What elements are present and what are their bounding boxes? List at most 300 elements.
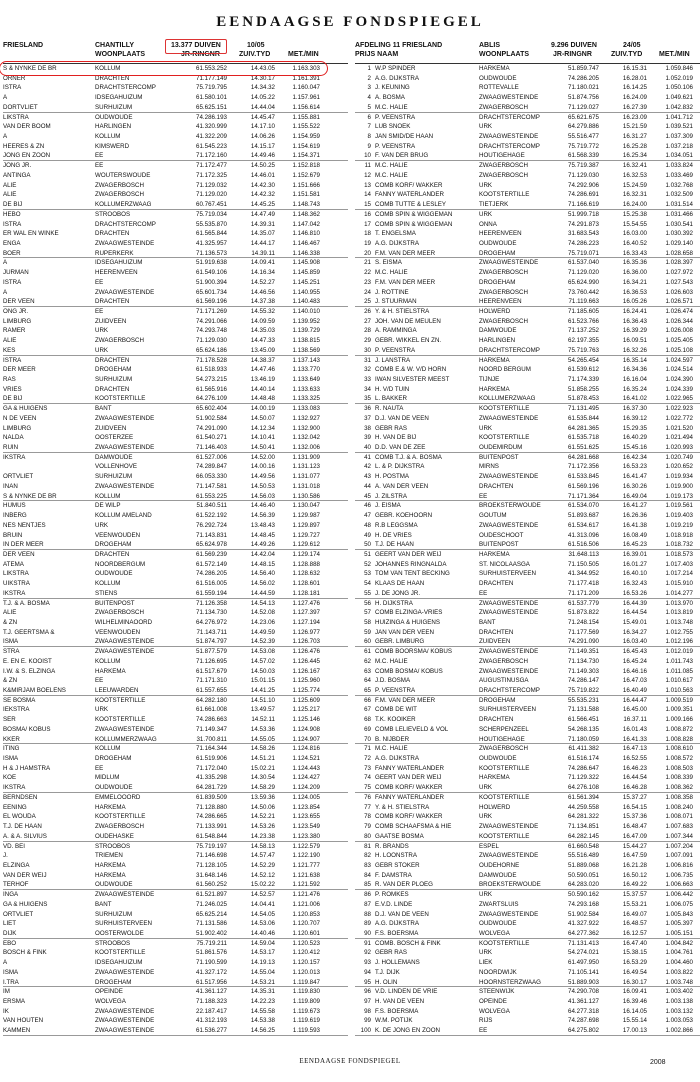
arrival-time: 15.53.21 bbox=[622, 900, 647, 908]
fancier-name: H & J HAMSTRA bbox=[3, 764, 51, 772]
place: STEENWIJK bbox=[479, 988, 515, 996]
table-row bbox=[355, 501, 700, 511]
arrival-time: 14.35.31 bbox=[250, 988, 275, 996]
speed: 1.132.042 bbox=[292, 434, 320, 442]
table-row bbox=[355, 453, 700, 463]
speed: 1.007.091 bbox=[665, 852, 693, 860]
place: URK bbox=[479, 210, 493, 218]
table-row bbox=[3, 229, 348, 239]
prize-number: 2 bbox=[367, 74, 371, 82]
table-row bbox=[355, 171, 700, 181]
ring-number: 74.290.708 bbox=[568, 988, 599, 996]
ring-number: 54.273.215 bbox=[196, 376, 227, 383]
arrival-time: 16.26.36 bbox=[622, 512, 647, 520]
speed: 1.129.174 bbox=[292, 550, 320, 558]
place: URK bbox=[479, 891, 493, 899]
place: ZWAAGWESTEINDE bbox=[479, 852, 539, 860]
ring-number: 71.171.269 bbox=[196, 307, 227, 315]
table-row bbox=[3, 987, 348, 997]
table-row bbox=[355, 404, 700, 414]
prize-number: 43 bbox=[364, 473, 371, 481]
ring-number: 65.601.734 bbox=[196, 288, 227, 296]
place: HARLINGEN bbox=[479, 337, 516, 345]
arrival-time: 14.41.25 bbox=[250, 687, 275, 694]
fancier-name: FANNY WATERLANDER bbox=[375, 764, 444, 772]
arrival-time: 14.46.56 bbox=[250, 288, 275, 296]
place: OOSTERZEE bbox=[95, 434, 134, 442]
fancier-name: GEBR RAS bbox=[375, 949, 407, 957]
arrival-time: 14.00.16 bbox=[250, 463, 275, 471]
ring-number: 61.519.906 bbox=[196, 755, 227, 763]
place: VOLLENHOVE bbox=[95, 463, 137, 471]
speed: 1.010.617 bbox=[665, 677, 693, 685]
arrival-time: 16.31.27 bbox=[622, 133, 647, 141]
prize-number: 81 bbox=[364, 842, 371, 850]
arrival-time: 16.09.51 bbox=[622, 337, 647, 345]
ring-number: 75.719.822 bbox=[568, 687, 599, 694]
place: DRACHTEN bbox=[479, 482, 514, 490]
table-row bbox=[3, 803, 348, 813]
table-row bbox=[3, 307, 348, 317]
left-header-speed: MET./MIN bbox=[288, 51, 319, 58]
left-header-ring: JR-RINGNR bbox=[181, 51, 220, 58]
place: ZWAAGWESTEINDE bbox=[95, 968, 155, 976]
speed: 1.123.655 bbox=[292, 813, 320, 821]
arrival-time: 16.46.28 bbox=[622, 784, 647, 792]
fancier-name: FANNY WATERLANDER bbox=[375, 191, 444, 199]
fancier-name: LIKSTRA bbox=[3, 113, 29, 121]
ring-number: 51.893.687 bbox=[568, 512, 599, 520]
place: ZWAAGWESTEINDE bbox=[479, 94, 539, 102]
table-row bbox=[355, 142, 700, 152]
ring-number: 61.516.506 bbox=[568, 541, 599, 549]
prize-number: 67 bbox=[364, 706, 371, 714]
prize-number: 90 bbox=[364, 929, 371, 937]
table-row bbox=[355, 492, 700, 502]
place: NOORDWIJK bbox=[479, 968, 517, 976]
speed: 1.128.632 bbox=[292, 570, 320, 578]
ring-number: 74.286.665 bbox=[196, 813, 227, 821]
right-header-prize-name: PRIJS NAAM bbox=[355, 51, 399, 58]
arrival-time: 16.53.29 bbox=[622, 959, 647, 967]
ring-number: 61.534.070 bbox=[568, 502, 599, 510]
place: DRACHTEN bbox=[479, 716, 514, 724]
arrival-time: 14.39.31 bbox=[250, 220, 275, 228]
speed: 1.128.601 bbox=[292, 580, 320, 588]
ring-number: 55.535.231 bbox=[568, 696, 599, 704]
ring-number: 74.286.205 bbox=[568, 74, 599, 82]
ring-number: 61.569.196 bbox=[568, 482, 599, 490]
place: ZWAAGWESTEINDE bbox=[95, 1017, 155, 1025]
ring-number: 64.281.365 bbox=[568, 424, 599, 432]
fancier-name: BRUIN bbox=[3, 531, 23, 539]
place: ZWAGERBOSCH bbox=[95, 337, 144, 345]
fancier-name: F.M. VAN DER MEER bbox=[375, 278, 436, 286]
arrival-time: 15.37.36 bbox=[622, 813, 647, 821]
arrival-time: 14.50.53 bbox=[250, 482, 275, 490]
fancier-name: H. VAN DE BIJ bbox=[375, 434, 417, 442]
ring-number: 64.275.802 bbox=[568, 1027, 599, 1035]
ring-number: 61.536.277 bbox=[196, 1027, 227, 1035]
speed: 1.003.822 bbox=[665, 968, 693, 976]
arrival-time: 16.25.28 bbox=[622, 142, 647, 150]
left-header-place: WOONPLAATS bbox=[95, 51, 146, 58]
place: ZWAAGWESTEINDE bbox=[479, 259, 539, 267]
place: STROOBOS bbox=[95, 210, 131, 218]
ring-number: 61.548.844 bbox=[196, 832, 227, 840]
table-row bbox=[355, 715, 700, 725]
prize-number: 84 bbox=[364, 871, 371, 879]
arrival-time: 16.39.46 bbox=[622, 998, 647, 1005]
prize-number: 8 bbox=[367, 133, 371, 141]
place: EE bbox=[95, 677, 104, 685]
prize-number: 14 bbox=[364, 191, 371, 199]
arrival-time: 14.56.40 bbox=[250, 570, 275, 578]
ring-number: 71.131.495 bbox=[568, 405, 599, 413]
fancier-name: H. VAN DE VEEN bbox=[375, 998, 425, 1005]
arrival-time: 16.30.17 bbox=[622, 978, 647, 986]
place: HARKEMA bbox=[479, 774, 510, 782]
ring-number: 61.411.382 bbox=[568, 745, 599, 753]
fancier-name: S. EISMA bbox=[375, 259, 402, 267]
speed: 1.027.972 bbox=[665, 269, 693, 277]
table-row bbox=[355, 676, 700, 686]
ring-number: 61.517.679 bbox=[196, 667, 227, 675]
speed: 1.157.961 bbox=[292, 94, 320, 102]
table-row bbox=[355, 181, 700, 191]
speed: 1.121.592 bbox=[292, 881, 320, 889]
arrival-time: 16.49.54 bbox=[622, 968, 647, 976]
fancier-name: M.C. HALIE bbox=[375, 103, 408, 111]
table-row bbox=[3, 550, 348, 560]
arrival-time: 15.37.57 bbox=[622, 891, 647, 899]
place: URK bbox=[95, 521, 109, 529]
speed: 1.022.965 bbox=[665, 395, 693, 403]
arrival-time: 16.54.15 bbox=[622, 803, 647, 811]
table-row bbox=[3, 200, 348, 210]
arrival-time: 16.01.43 bbox=[622, 725, 647, 733]
speed: 1.126.445 bbox=[292, 657, 320, 665]
arrival-time: 14.19.13 bbox=[250, 959, 275, 967]
arrival-time: 16.49.04 bbox=[622, 492, 647, 500]
arrival-time: 15.02.22 bbox=[250, 881, 275, 889]
prize-number: 76 bbox=[364, 793, 371, 801]
ring-number: 22.187.417 bbox=[196, 1007, 227, 1015]
place: WOLVEGA bbox=[479, 929, 510, 937]
fancier-name: VAN DER WEIJ bbox=[3, 871, 47, 879]
arrival-time: 13.45.09 bbox=[250, 346, 275, 354]
arrival-time: 14.53.38 bbox=[250, 1017, 275, 1025]
table-row bbox=[355, 1016, 700, 1026]
speed: 1.019.934 bbox=[665, 473, 693, 481]
table-row bbox=[3, 812, 348, 822]
ring-number: 61.661.008 bbox=[196, 706, 227, 714]
table-row bbox=[3, 375, 348, 385]
speed: 1.140.955 bbox=[292, 288, 320, 296]
ring-number: 71.149.351 bbox=[568, 648, 599, 656]
speed: 1.049.621 bbox=[665, 94, 693, 102]
arrival-time: 16.32.31 bbox=[622, 191, 647, 199]
place: KOOTSTERTILLE bbox=[479, 434, 530, 442]
speed: 1.161.391 bbox=[292, 74, 320, 82]
place: HARLINGEN bbox=[95, 123, 132, 131]
speed: 1.128.888 bbox=[292, 560, 320, 568]
fancier-name: T.K. KOOIKER bbox=[375, 716, 416, 724]
table-row bbox=[355, 1007, 700, 1017]
place: KOOTSTERTILLE bbox=[95, 716, 146, 724]
fancier-name: GA & HUIGENS bbox=[3, 900, 48, 908]
ring-number: 71.129.030 bbox=[196, 337, 227, 345]
table-row bbox=[355, 705, 700, 715]
table-row bbox=[3, 735, 348, 745]
ring-number: 74.286.205 bbox=[196, 570, 227, 578]
ring-number: 51.840.511 bbox=[196, 502, 227, 510]
arrival-time: 14.52.12 bbox=[250, 871, 275, 879]
table-row bbox=[355, 910, 700, 920]
prize-number: 34 bbox=[364, 385, 371, 393]
prize-number: 22 bbox=[364, 269, 371, 277]
speed: 1.050.106 bbox=[665, 84, 693, 92]
arrival-time: 14.47.49 bbox=[250, 210, 275, 218]
prize-number: 51 bbox=[364, 550, 371, 558]
arrival-time: 16.28.01 bbox=[622, 74, 647, 82]
ring-number: 75.719.763 bbox=[568, 346, 599, 354]
table-row bbox=[3, 793, 348, 803]
place: KOOTSTERTILLE bbox=[95, 395, 146, 403]
place: HOUTIGEHAGE bbox=[479, 735, 525, 743]
prize-number: 85 bbox=[364, 881, 371, 889]
table-row bbox=[355, 161, 700, 171]
table-row bbox=[3, 521, 348, 531]
speed: 1.029.140 bbox=[665, 239, 693, 247]
speed: 1.151.666 bbox=[292, 181, 320, 189]
speed: 1.059.846 bbox=[665, 65, 693, 72]
speed: 1.125.217 bbox=[292, 706, 320, 714]
fancier-name: P. VEENSTRA bbox=[375, 142, 416, 150]
prize-number: 55 bbox=[364, 589, 371, 597]
arrival-time: 16.49.22 bbox=[622, 881, 647, 889]
arrival-time: 16.25.34 bbox=[622, 152, 647, 160]
fancier-name: COMB LELIEVELD & VOL bbox=[375, 725, 449, 733]
speed: 1.121.006 bbox=[292, 900, 320, 908]
ring-number: 61.565.844 bbox=[196, 230, 227, 238]
place: ZWAAGWESTEINDE bbox=[479, 910, 539, 918]
arrival-time: 14.44.59 bbox=[250, 589, 275, 597]
ring-number: 44.259.558 bbox=[568, 803, 599, 811]
prize-number: 86 bbox=[364, 891, 371, 899]
arrival-time: 14.23.38 bbox=[250, 832, 275, 840]
speed: 1.139.729 bbox=[292, 327, 320, 335]
fancier-name: S & NYNKE DE BR bbox=[3, 492, 57, 500]
ring-number: 66.053.330 bbox=[196, 473, 227, 481]
place: ZWAGERBOSCH bbox=[479, 162, 528, 170]
speed: 1.003.402 bbox=[665, 988, 693, 996]
speed: 1.022.923 bbox=[665, 405, 693, 413]
speed: 1.131.123 bbox=[292, 463, 320, 471]
arrival-time: 16.27.39 bbox=[622, 103, 647, 111]
ring-number: 61.497.950 bbox=[568, 959, 599, 967]
fancier-name: ER WAL EN WINKE bbox=[3, 230, 59, 238]
table-row bbox=[3, 754, 348, 764]
prize-number: 63 bbox=[364, 667, 371, 675]
table-row bbox=[3, 900, 348, 910]
arrival-time: 15.01.15 bbox=[250, 677, 275, 685]
ring-number: 61.516.174 bbox=[568, 755, 599, 763]
speed: 1.129.727 bbox=[292, 531, 320, 539]
arrival-time: 16.48.47 bbox=[622, 823, 647, 831]
table-row bbox=[3, 608, 348, 618]
ring-number: 31.700.811 bbox=[196, 735, 227, 743]
speed: 1.123.380 bbox=[292, 832, 320, 840]
table-row bbox=[3, 326, 348, 336]
arrival-time: 14.10.41 bbox=[250, 434, 275, 442]
speed: 1.026.603 bbox=[665, 288, 693, 296]
ring-number: 51.874.756 bbox=[568, 94, 599, 102]
prize-number: 93 bbox=[364, 959, 371, 967]
speed: 1.022.772 bbox=[665, 414, 693, 422]
arrival-time: 16.33.43 bbox=[622, 249, 647, 257]
place: VEENWOUDEN bbox=[95, 531, 141, 539]
place: DRACHTEN bbox=[95, 230, 130, 238]
table-row bbox=[355, 346, 700, 356]
fancier-name: Y. & H. STIELSTRA bbox=[375, 803, 430, 811]
ring-number: 61.549.106 bbox=[196, 269, 227, 277]
prize-number: 56 bbox=[364, 599, 371, 607]
prize-number: 74 bbox=[364, 774, 371, 782]
table-row bbox=[355, 414, 700, 424]
ring-number: 61.560.252 bbox=[196, 881, 227, 889]
fancier-name: GEBR. WIKKEL EN ZN. bbox=[375, 337, 442, 345]
table-row bbox=[355, 686, 700, 696]
prize-number: 47 bbox=[364, 512, 371, 520]
arrival-time: 13.59.36 bbox=[250, 793, 275, 801]
prize-number: 53 bbox=[364, 570, 371, 578]
fancier-name: A.G. DIJKSTRA bbox=[375, 239, 420, 247]
place: EE bbox=[95, 162, 104, 170]
speed: 1.013.819 bbox=[665, 609, 693, 617]
place: DAMWOUDE bbox=[479, 327, 517, 335]
arrival-time: 16.36.00 bbox=[622, 269, 647, 277]
page-title: EENDAAGSE FONDSPIEGEL bbox=[216, 14, 484, 30]
place: HOUTIGEHAGE bbox=[479, 152, 525, 160]
ring-number: 64.281.322 bbox=[568, 813, 599, 821]
table-row bbox=[355, 948, 700, 958]
prize-number: 17 bbox=[364, 220, 371, 228]
speed: 1.019.219 bbox=[665, 521, 693, 529]
arrival-time: 16.34.36 bbox=[622, 366, 647, 374]
arrival-time: 16.47.40 bbox=[622, 939, 647, 947]
speed: 1.006.816 bbox=[665, 861, 693, 869]
fancier-name: EL WOUDA bbox=[3, 813, 36, 821]
arrival-time: 15.55.14 bbox=[622, 1017, 647, 1025]
prize-number: 97 bbox=[364, 998, 371, 1005]
place: ZWAAGWESTEINDE bbox=[95, 1007, 155, 1015]
prize-number: 99 bbox=[364, 1017, 371, 1025]
arrival-time: 14.35.03 bbox=[250, 327, 275, 335]
place: BUITENPOST bbox=[95, 599, 135, 607]
ring-number: 64.282.180 bbox=[196, 696, 227, 704]
speed: 1.031.466 bbox=[665, 210, 693, 218]
speed: 1.120.853 bbox=[292, 910, 320, 918]
prize-number: 39 bbox=[364, 434, 371, 442]
table-row bbox=[3, 540, 348, 550]
table-row bbox=[3, 832, 348, 842]
arrival-time: 16.21.28 bbox=[622, 861, 647, 869]
speed: 1.156.614 bbox=[292, 103, 320, 111]
ring-number: 75.719.211 bbox=[196, 939, 227, 947]
fancier-name: ERSMA bbox=[3, 998, 26, 1005]
ring-number: 71.136.573 bbox=[196, 249, 227, 257]
ring-number: 71.174.339 bbox=[568, 376, 599, 383]
prize-number: 66 bbox=[364, 696, 371, 704]
ring-number: 74.292.906 bbox=[568, 181, 599, 189]
fancier-name: SE BOSMA bbox=[3, 696, 36, 704]
table-row bbox=[3, 637, 348, 647]
arrival-time: 16.36.43 bbox=[622, 317, 647, 325]
arrival-time: 16.40.29 bbox=[622, 434, 647, 442]
fancier-name: H. V/D TUIN bbox=[375, 385, 410, 393]
fancier-name: V.D. LINDEN DE VRIE bbox=[375, 988, 438, 996]
ring-number: 31.648.146 bbox=[196, 871, 227, 879]
fancier-name: A.G. DIJKSTRA bbox=[375, 74, 420, 82]
table-row bbox=[355, 735, 700, 745]
speed: 1.126.476 bbox=[292, 648, 320, 656]
speed: 1.025.108 bbox=[665, 346, 693, 354]
place: ST. NICOLAASGA bbox=[479, 560, 530, 568]
fancier-name: I.W. & S. ELZINGA bbox=[3, 667, 56, 675]
speed: 1.026.344 bbox=[665, 317, 693, 325]
place: URK bbox=[479, 181, 493, 189]
table-row bbox=[355, 939, 700, 949]
place: BUITENPOST bbox=[479, 541, 519, 549]
right-results-panel bbox=[355, 42, 700, 1036]
ring-number: 51.877.579 bbox=[196, 648, 227, 656]
speed: 1.003.053 bbox=[665, 1017, 693, 1025]
arrival-time: 14.52.27 bbox=[250, 278, 275, 286]
fancier-name: COMB T.J. & A. BOSMA bbox=[375, 453, 442, 461]
fancier-name: N DE VEEN bbox=[3, 414, 37, 422]
place: HARKEMA bbox=[479, 385, 510, 393]
speed: 1.132.927 bbox=[292, 414, 320, 422]
table-row bbox=[355, 696, 700, 706]
table-row bbox=[355, 521, 700, 531]
right-header-date: 24/05 bbox=[623, 42, 641, 49]
table-row bbox=[355, 200, 700, 210]
table-row bbox=[3, 356, 348, 366]
table-row bbox=[3, 220, 348, 230]
prize-number: 33 bbox=[364, 376, 371, 383]
place: HOORNSTERZWAAG bbox=[479, 978, 541, 986]
speed: 1.129.987 bbox=[292, 512, 320, 520]
speed: 1.132.900 bbox=[292, 424, 320, 432]
ring-number: 61.517.956 bbox=[196, 978, 227, 986]
place: DE WILP bbox=[95, 502, 121, 510]
place: URK bbox=[479, 424, 493, 432]
speed: 1.151.581 bbox=[292, 191, 320, 199]
table-row bbox=[3, 317, 348, 327]
prize-number: 71 bbox=[364, 745, 371, 753]
prize-number: 31 bbox=[364, 356, 371, 364]
right-header-department: AFDELING 11 FRIESLAND bbox=[355, 42, 443, 49]
fancier-name: COMB E.& W. V/D HORN bbox=[375, 366, 447, 374]
table-row bbox=[355, 812, 700, 822]
fancier-name: A bbox=[3, 288, 8, 296]
arrival-time: 16.39.29 bbox=[622, 327, 647, 335]
place: KOLLUM bbox=[95, 657, 121, 665]
fancier-name: H. OLIN bbox=[375, 978, 398, 986]
speed: 1.019.900 bbox=[665, 482, 693, 490]
ring-number: 71.129.020 bbox=[196, 191, 227, 199]
